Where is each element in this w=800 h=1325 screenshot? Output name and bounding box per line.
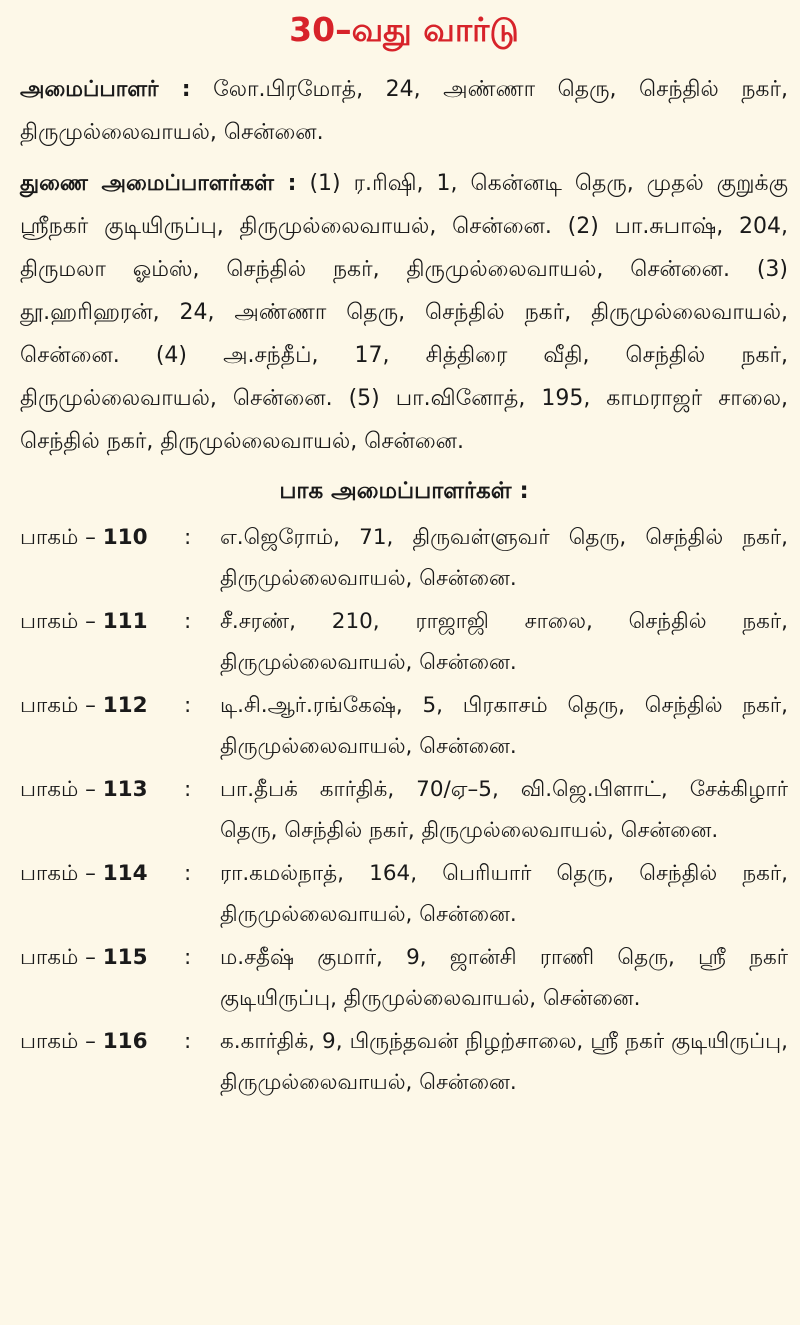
deputy-organizers-label: துணை அமைப்பாளர்கள் :: [20, 171, 297, 196]
section-label: [20, 853, 184, 935]
section-entry: [20, 517, 788, 599]
deputy-organizers-text: (1) ர.ரிஷி, 1, கென்னடி தெரு, முதல் குறுக்கு ஸ்ரீநகர் குடியிருப்பு, திருமுல்லைவாயல், சென்னை. (2) பா.சுபாஷ், 204, திருமலா ஓம்ஸ், செந்தில் நகர், திருமுல்லைவாயல், சென்னை. (3) தூ.ஹரிஹரன், 24, அண்ணா தெரு, செந்தில் நகர், திருமுல்லைவாயல், சென்னை. (4) அ.சந்தீப், 17, சித்திரை வீதி, செந்தில் நகர், திருமுல்லைவாயல், சென்னை. (5) பா.வினோத், 195, காமராஜர் சாலை, செந்தில் நகர், திருமுல்லைவாயல், சென்னை.: [20, 171, 788, 454]
organizer-text: லோ.பிரமோத், 24, அண்ணா தெரு, செந்தில் நகர், திருமுல்லைவாயல், சென்னை.: [20, 77, 788, 145]
section-prefix: பாகம் –: [20, 1029, 96, 1054]
section-colon: :: [184, 609, 192, 634]
section-text: க.கார்திக், 9, பிருந்தவன் நிழற்சாலை, ஸ்ரீ நகர் குடியிருப்பு, திருமுல்லைவாயல், சென்னை.: [220, 1029, 788, 1095]
section-label: [20, 601, 184, 683]
deputy-organizers-paragraph: [20, 162, 788, 463]
section-prefix: பாகம் –: [20, 861, 96, 886]
section-entry: [20, 601, 788, 683]
section-entry: [20, 937, 788, 1019]
section-prefix: பாகம் –: [20, 525, 96, 550]
section-prefix: பாகம் –: [20, 609, 96, 634]
section-text: பா.தீபக் கார்திக், 70/ஏ–5, வி.ஜெ.பிளாட், சேக்கிழார் தெரு, செந்தில் நகர், திருமுல்லைவாயல், சென்னை.: [220, 777, 788, 843]
section-prefix: பாகம் –: [20, 777, 96, 802]
section-label: [20, 769, 184, 851]
section-number: 114: [102, 861, 148, 886]
section-label: [20, 517, 184, 599]
section-text: எ.ஜெரோம், 71, திருவள்ளுவர் தெரு, செந்தில் நகர், திருமுல்லைவாயல், சென்னை.: [220, 525, 788, 591]
section-prefix: பாகம் –: [20, 945, 96, 970]
section-text: சீ.சரண், 210, ராஜாஜி சாலை, செந்தில் நகர், திருமுல்லைவாயல், சென்னை.: [220, 609, 788, 675]
section-colon: :: [184, 777, 192, 802]
section-label: [20, 937, 184, 1019]
section-number: 110: [102, 525, 148, 550]
section-number: 115: [102, 945, 148, 970]
section-text: ம.சதீஷ் குமார், 9, ஜான்சி ராணி தெரு, ஸ்ரீ நகர் குடியிருப்பு, திருமுல்லைவாயல், சென்னை.: [220, 945, 788, 1011]
section-colon: :: [184, 693, 192, 718]
section-number: 111: [102, 609, 148, 634]
section-colon: :: [184, 861, 192, 886]
section-colon: :: [184, 1029, 192, 1054]
section-label: [20, 1021, 184, 1103]
section-organizers-heading: பாக அமைப்பாளர்கள் :: [279, 478, 529, 504]
section-entry: [20, 769, 788, 851]
section-number: 113: [102, 777, 148, 802]
section-entry: [20, 1021, 788, 1103]
section-text: ரா.கமல்நாத், 164, பெரியார் தெரு, செந்தில் நகர், திருமுல்லைவாயல், சென்னை.: [220, 861, 788, 927]
section-text: டி.சி.ஆர்.ரங்கேஷ், 5, பிரகாசம் தெரு, செந்தில் நகர், திருமுல்லைவாயல், சென்னை.: [220, 693, 788, 759]
organizer-paragraph: [20, 68, 788, 154]
section-number: 116: [102, 1029, 148, 1054]
organizer-label: அமைப்பாளர் :: [20, 77, 191, 102]
section-entry: [20, 853, 788, 935]
section-organizers-list: [20, 517, 788, 1103]
ward-title: 30–வது வார்டு: [289, 10, 519, 49]
section-number: 112: [102, 693, 148, 718]
section-label: [20, 685, 184, 767]
section-prefix: பாகம் –: [20, 693, 96, 718]
section-entry: [20, 685, 788, 767]
section-colon: :: [184, 525, 192, 550]
section-colon: :: [184, 945, 192, 970]
